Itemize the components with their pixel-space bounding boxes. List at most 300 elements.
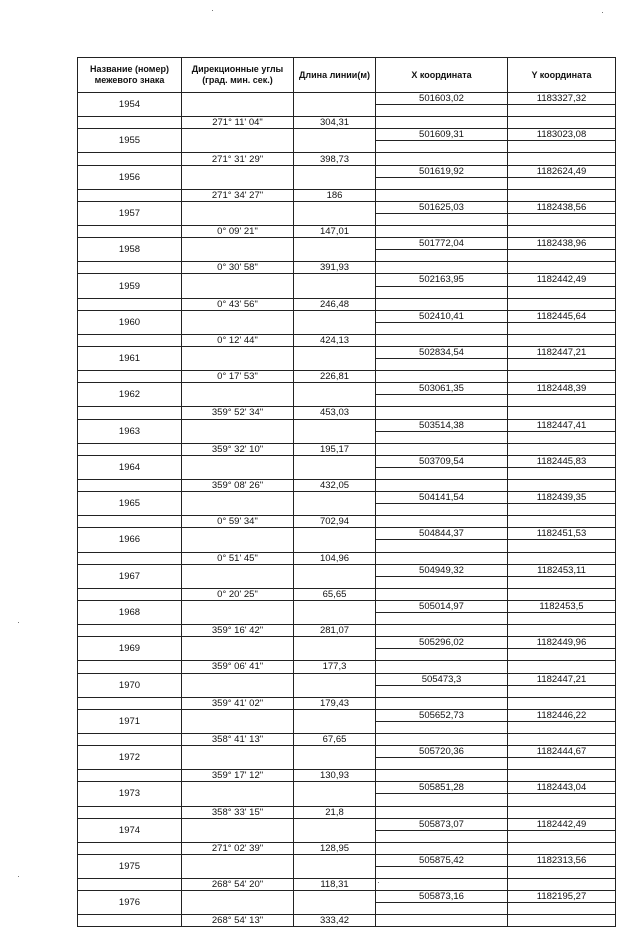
empty-name-cell [78,407,182,419]
scan-speck [378,882,379,883]
point-y: 1182451,53 [508,528,616,540]
empty-x-cell [376,189,508,201]
empty-name-cell [78,153,182,165]
segment-length: 398,73 [294,153,376,165]
empty-x-cell [376,830,508,842]
table-header-row [78,58,616,93]
empty-x-cell [376,770,508,782]
empty-name-cell [78,298,182,310]
point-x: 504141,54 [376,492,508,504]
empty-x-cell [376,117,508,129]
point-name: 1956 [78,165,182,189]
empty-x-cell [376,721,508,733]
empty-length-cell [294,528,376,552]
segment-length: 177,3 [294,661,376,673]
boundary-coordinates-sheet [77,57,615,927]
segment-angle: 359° 08' 26" [182,480,294,492]
empty-x-cell [376,286,508,298]
point-row [78,455,616,467]
point-x: 503709,54 [376,455,508,467]
segment-length: 246,48 [294,298,376,310]
header-angles: Дирекционные углы (град. мин. сек.) [182,58,294,93]
empty-y-cell [508,467,616,479]
empty-length-cell [294,637,376,661]
empty-y-cell [508,334,616,346]
point-name: 1969 [78,637,182,661]
empty-y-cell [508,794,616,806]
point-name: 1976 [78,891,182,915]
segment-length: 333,42 [294,915,376,927]
segment-angle: 0° 43' 56" [182,298,294,310]
segment-angle: 359° 17' 12" [182,770,294,782]
segment-length: 21,8 [294,806,376,818]
point-row [78,528,616,540]
segment-angle: 358° 41' 13" [182,733,294,745]
empty-name-cell [78,117,182,129]
empty-angle-cell [182,310,294,334]
scan-speck [18,622,19,623]
point-name: 1954 [78,93,182,117]
segment-length: 281,07 [294,625,376,637]
segment-length: 304,31 [294,117,376,129]
segment-angle: 358° 33' 15" [182,806,294,818]
point-x: 503514,38 [376,419,508,431]
point-y: 1183023,08 [508,129,616,141]
empty-x-cell [376,298,508,310]
empty-y-cell [508,226,616,238]
empty-angle-cell [182,600,294,624]
segment-angle: 0° 17' 53" [182,371,294,383]
point-x: 502834,54 [376,346,508,358]
empty-name-cell [78,842,182,854]
point-name: 1973 [78,782,182,806]
empty-angle-cell [182,274,294,298]
empty-x-cell [376,625,508,637]
empty-name-cell [78,588,182,600]
point-row [78,310,616,322]
header-length: Длина линии(м) [294,58,376,93]
empty-x-cell [376,794,508,806]
segment-length: 195,17 [294,443,376,455]
segment-angle: 271° 02' 39" [182,842,294,854]
segment-angle: 0° 12' 44" [182,334,294,346]
empty-angle-cell [182,709,294,733]
empty-length-cell [294,129,376,153]
empty-length-cell [294,310,376,334]
segment-length: 391,93 [294,262,376,274]
empty-name-cell [78,480,182,492]
empty-y-cell [508,842,616,854]
empty-y-cell [508,830,616,842]
point-x: 501603,02 [376,93,508,105]
point-row [78,346,616,358]
empty-x-cell [376,685,508,697]
scan-speck [18,876,19,877]
point-name: 1975 [78,854,182,878]
point-row [78,709,616,721]
empty-angle-cell [182,165,294,189]
point-y: 1182444,67 [508,746,616,758]
empty-name-cell [78,262,182,274]
point-x: 501625,03 [376,201,508,213]
header-x: X координата [376,58,508,93]
point-y: 1182446,22 [508,709,616,721]
empty-angle-cell [182,564,294,588]
segment-length: 186 [294,189,376,201]
empty-angle-cell [182,455,294,479]
point-name: 1960 [78,310,182,334]
point-row [78,564,616,576]
empty-x-cell [376,516,508,528]
segment-angle: 0° 30' 58" [182,262,294,274]
point-name: 1971 [78,709,182,733]
empty-y-cell [508,758,616,770]
empty-y-cell [508,189,616,201]
empty-x-cell [376,141,508,153]
empty-y-cell [508,407,616,419]
empty-name-cell [78,770,182,782]
point-row [78,238,616,250]
segment-angle: 359° 16' 42" [182,625,294,637]
empty-x-cell [376,504,508,516]
empty-x-cell [376,552,508,564]
empty-length-cell [294,93,376,117]
point-y: 1182443,04 [508,782,616,794]
empty-length-cell [294,455,376,479]
empty-x-cell [376,467,508,479]
point-name: 1970 [78,673,182,697]
segment-angle: 0° 09' 21" [182,226,294,238]
empty-y-cell [508,613,616,625]
empty-angle-cell [182,528,294,552]
point-x: 501619,92 [376,165,508,177]
empty-x-cell [376,842,508,854]
segment-length: 67,65 [294,733,376,745]
empty-x-cell [376,613,508,625]
empty-name-cell [78,443,182,455]
segment-angle: 268° 54' 13" [182,915,294,927]
empty-y-cell [508,915,616,927]
point-name: 1974 [78,818,182,842]
empty-x-cell [376,758,508,770]
empty-angle-cell [182,346,294,370]
scan-speck [602,12,603,13]
empty-x-cell [376,443,508,455]
empty-y-cell [508,177,616,189]
segment-angle: 359° 32' 10" [182,443,294,455]
empty-y-cell [508,733,616,745]
segment-angle: 359° 41' 02" [182,697,294,709]
empty-x-cell [376,588,508,600]
segment-length: 424,13 [294,334,376,346]
empty-y-cell [508,141,616,153]
point-y: 1182442,49 [508,274,616,286]
point-x: 501609,31 [376,129,508,141]
empty-y-cell [508,250,616,262]
header-y: Y координата [508,58,616,93]
header-name: Название (номер) межевого знака [78,58,182,93]
empty-y-cell [508,552,616,564]
empty-length-cell [294,782,376,806]
point-name: 1965 [78,492,182,516]
point-x: 503061,35 [376,383,508,395]
empty-x-cell [376,733,508,745]
empty-length-cell [294,201,376,225]
segment-length: 128,95 [294,842,376,854]
empty-name-cell [78,697,182,709]
segment-length: 453,03 [294,407,376,419]
point-y: 1182445,83 [508,455,616,467]
point-row [78,673,616,685]
point-y: 1182449,96 [508,637,616,649]
coordinates-table [77,57,616,927]
point-name: 1955 [78,129,182,153]
scan-speck [212,10,213,11]
empty-name-cell [78,226,182,238]
empty-x-cell [376,226,508,238]
segment-angle: 271° 34' 27" [182,189,294,201]
point-x: 504844,37 [376,528,508,540]
point-name: 1972 [78,746,182,770]
empty-y-cell [508,685,616,697]
segment-length: 147,01 [294,226,376,238]
empty-y-cell [508,879,616,891]
empty-length-cell [294,165,376,189]
segment-length: 65,65 [294,588,376,600]
point-name: 1966 [78,528,182,552]
point-row [78,746,616,758]
point-x: 505014,97 [376,600,508,612]
point-x: 505473,3 [376,673,508,685]
empty-x-cell [376,431,508,443]
point-row [78,419,616,431]
point-row [78,383,616,395]
empty-y-cell [508,806,616,818]
empty-angle-cell [182,419,294,443]
point-x: 505652,73 [376,709,508,721]
empty-x-cell [376,359,508,371]
point-y: 1182195,27 [508,891,616,903]
point-row [78,274,616,286]
empty-length-cell [294,709,376,733]
point-name: 1957 [78,201,182,225]
empty-x-cell [376,213,508,225]
point-x: 505720,36 [376,746,508,758]
empty-y-cell [508,117,616,129]
point-row [78,93,616,105]
empty-angle-cell [182,129,294,153]
empty-angle-cell [182,746,294,770]
empty-length-cell [294,818,376,842]
empty-y-cell [508,298,616,310]
point-name: 1961 [78,346,182,370]
point-row [78,600,616,612]
point-x: 505851,28 [376,782,508,794]
empty-angle-cell [182,818,294,842]
empty-length-cell [294,891,376,915]
empty-length-cell [294,854,376,878]
empty-x-cell [376,371,508,383]
empty-y-cell [508,213,616,225]
empty-length-cell [294,564,376,588]
empty-x-cell [376,395,508,407]
empty-angle-cell [182,93,294,117]
empty-y-cell [508,697,616,709]
empty-x-cell [376,649,508,661]
empty-x-cell [376,867,508,879]
point-row [78,492,616,504]
empty-y-cell [508,867,616,879]
empty-length-cell [294,600,376,624]
empty-y-cell [508,359,616,371]
point-y: 1182439,35 [508,492,616,504]
point-y: 1182438,56 [508,201,616,213]
empty-angle-cell [182,492,294,516]
empty-name-cell [78,516,182,528]
empty-y-cell [508,322,616,334]
empty-y-cell [508,721,616,733]
empty-angle-cell [182,637,294,661]
empty-length-cell [294,746,376,770]
empty-angle-cell [182,673,294,697]
point-row [78,782,616,794]
point-x: 505873,07 [376,818,508,830]
segment-angle: 268° 54' 20" [182,879,294,891]
point-x: 502163,95 [376,274,508,286]
segment-length: 179,43 [294,697,376,709]
empty-x-cell [376,153,508,165]
point-y: 1182624,49 [508,165,616,177]
empty-y-cell [508,480,616,492]
point-x: 505875,42 [376,854,508,866]
point-y: 1182447,21 [508,346,616,358]
empty-length-cell [294,238,376,262]
segment-length: 104,96 [294,552,376,564]
empty-y-cell [508,504,616,516]
point-y: 1182447,21 [508,673,616,685]
empty-x-cell [376,250,508,262]
empty-y-cell [508,153,616,165]
empty-y-cell [508,286,616,298]
empty-x-cell [376,322,508,334]
point-y: 1182438,96 [508,238,616,250]
point-y: 1182313,56 [508,854,616,866]
empty-angle-cell [182,891,294,915]
empty-y-cell [508,649,616,661]
point-row [78,637,616,649]
empty-y-cell [508,661,616,673]
empty-y-cell [508,431,616,443]
empty-name-cell [78,552,182,564]
empty-name-cell [78,189,182,201]
empty-x-cell [376,879,508,891]
point-x: 501772,04 [376,238,508,250]
point-name: 1963 [78,419,182,443]
empty-name-cell [78,915,182,927]
empty-angle-cell [182,201,294,225]
empty-y-cell [508,443,616,455]
empty-x-cell [376,576,508,588]
empty-name-cell [78,661,182,673]
point-row [78,201,616,213]
point-x: 505873,16 [376,891,508,903]
point-y: 1182448,39 [508,383,616,395]
point-y: 1182453,11 [508,564,616,576]
empty-angle-cell [182,383,294,407]
empty-x-cell [376,407,508,419]
empty-length-cell [294,492,376,516]
point-name: 1959 [78,274,182,298]
empty-x-cell [376,480,508,492]
empty-y-cell [508,625,616,637]
segment-angle: 0° 59' 34" [182,516,294,528]
segment-angle: 359° 06' 41" [182,661,294,673]
empty-y-cell [508,588,616,600]
point-y: 1182453,5 [508,600,616,612]
empty-y-cell [508,770,616,782]
empty-name-cell [78,371,182,383]
empty-y-cell [508,516,616,528]
point-y: 1182442,49 [508,818,616,830]
empty-length-cell [294,673,376,697]
empty-x-cell [376,540,508,552]
empty-angle-cell [182,238,294,262]
empty-name-cell [78,334,182,346]
segment-length: 118,31 [294,879,376,891]
empty-name-cell [78,733,182,745]
point-row [78,854,616,866]
point-row [78,818,616,830]
empty-y-cell [508,395,616,407]
empty-y-cell [508,576,616,588]
segment-angle: 359° 52' 34" [182,407,294,419]
point-name: 1967 [78,564,182,588]
point-row [78,165,616,177]
segment-length: 130,93 [294,770,376,782]
empty-x-cell [376,806,508,818]
empty-length-cell [294,419,376,443]
table-body [78,93,616,927]
segment-length: 432,05 [294,480,376,492]
empty-angle-cell [182,782,294,806]
empty-name-cell [78,879,182,891]
empty-length-cell [294,383,376,407]
point-x: 502410,41 [376,310,508,322]
segment-angle: 0° 51' 45" [182,552,294,564]
empty-x-cell [376,105,508,117]
empty-x-cell [376,334,508,346]
empty-angle-cell [182,854,294,878]
segment-angle: 271° 31' 29" [182,153,294,165]
empty-x-cell [376,915,508,927]
segment-length: 226,81 [294,371,376,383]
segment-angle: 271° 11' 04" [182,117,294,129]
empty-y-cell [508,262,616,274]
point-x: 504949,32 [376,564,508,576]
empty-x-cell [376,262,508,274]
point-name: 1964 [78,455,182,479]
empty-x-cell [376,697,508,709]
empty-name-cell [78,806,182,818]
point-name: 1962 [78,383,182,407]
empty-y-cell [508,371,616,383]
point-x: 505296,02 [376,637,508,649]
empty-length-cell [294,346,376,370]
empty-length-cell [294,274,376,298]
segment-angle: 0° 20' 25" [182,588,294,600]
empty-name-cell [78,625,182,637]
point-name: 1958 [78,238,182,262]
